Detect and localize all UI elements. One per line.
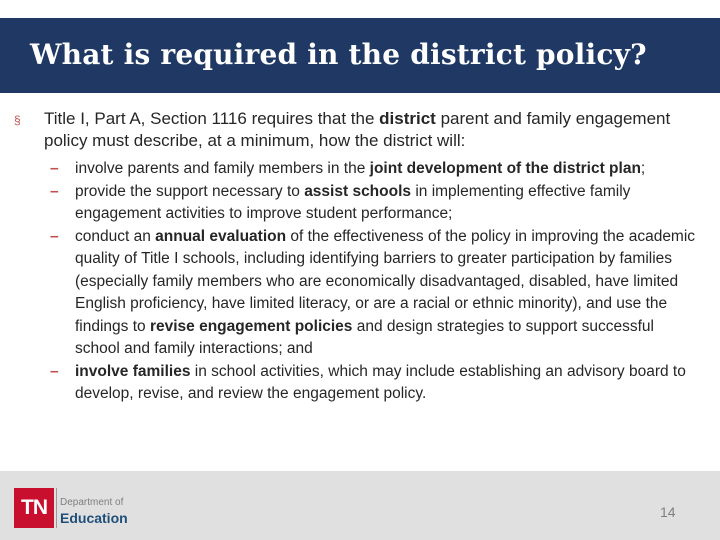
sub-bullet-item: – involve parents and family members in the joint development of the district plan; bbox=[50, 158, 700, 181]
logo-department-text: Department of bbox=[60, 497, 124, 508]
sub-bullet-item: – involve families in school activities, which may include establishing an advisory board to develop, revise, and review the engagement policy. bbox=[50, 362, 686, 402]
slide-title: What is required in the district policy? bbox=[30, 38, 647, 71]
tn-logo-icon: TN bbox=[14, 488, 54, 528]
sub-bullet-item: – provide the support necessary to assist schools in implementing effective family engagement activities to improve student performance; bbox=[50, 182, 631, 222]
dash-marker-icon: – bbox=[50, 362, 59, 380]
main-bullet-text: Title I, Part A, Section 1116 requires that the district parent and family engagement policy must describe, at a minimum, how the district will: bbox=[44, 109, 671, 150]
main-bullet bbox=[14, 108, 704, 152]
bullet-marker-icon: § bbox=[14, 113, 21, 127]
logo-education-text: Education bbox=[60, 510, 128, 526]
logo-divider bbox=[56, 488, 57, 528]
dash-marker-icon: – bbox=[50, 227, 59, 245]
sub-bullet-item: – conduct an annual evaluation of the effectiveness of the policy in improving the academic quality of Title I schools, including identifying barriers to greater participation by families (especially family members who are economically disadvantaged, disabled, have limited English proficiency, have limited literacy, or are a racial or ethnic minority), and use the findings to revise engagement policies and design strategies to support successful school and family interactions; and bbox=[50, 227, 696, 357]
dash-marker-icon: – bbox=[50, 160, 59, 177]
dash-marker-icon: – bbox=[50, 182, 59, 200]
page-number: 14 bbox=[660, 504, 676, 520]
sub-bullet-list bbox=[50, 158, 700, 406]
